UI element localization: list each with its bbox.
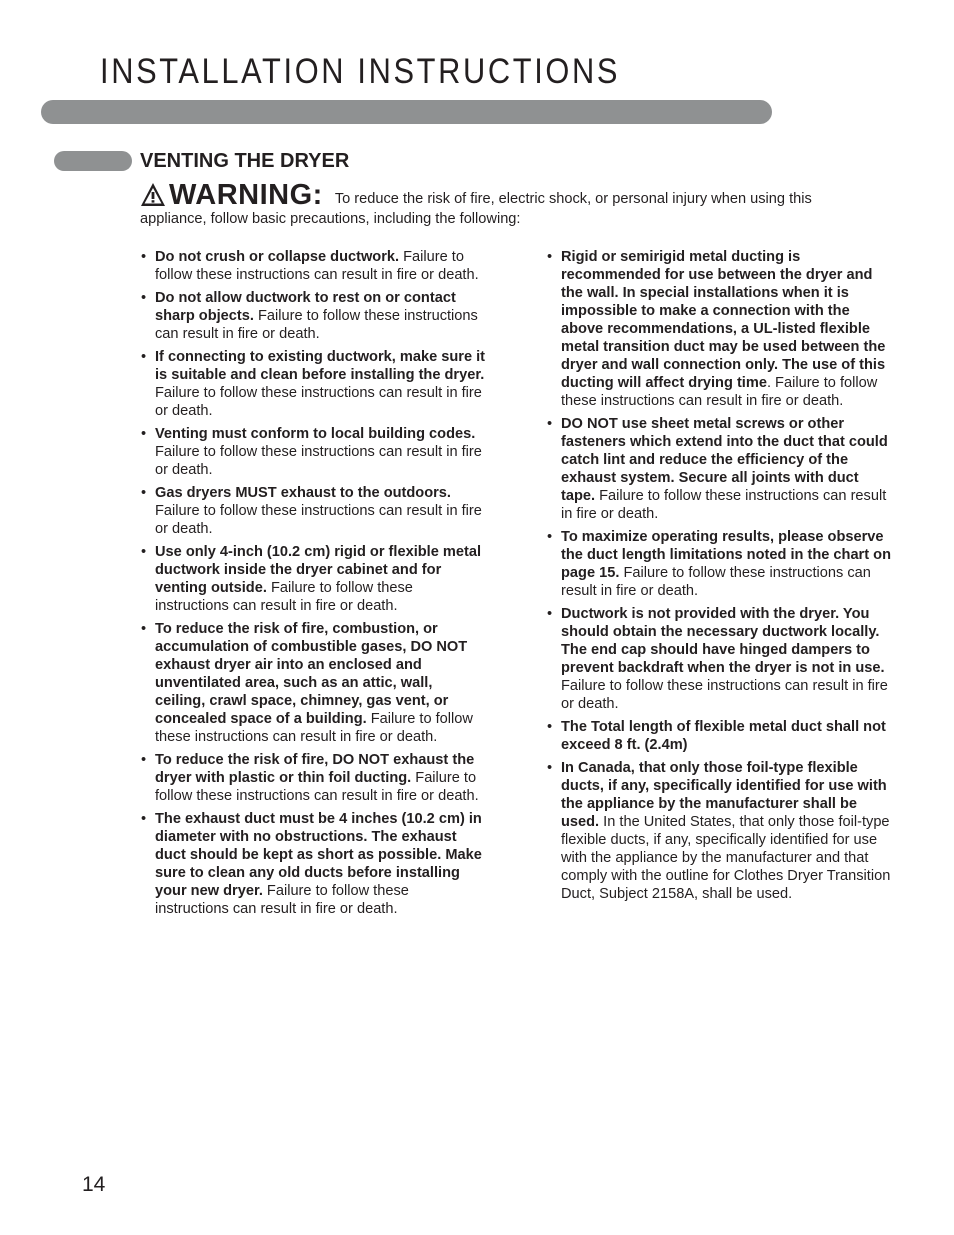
- precaution-normal-text: Failure to follow these instructions can result in fire or death.: [561, 565, 871, 599]
- precaution-bold-text: Venting must conform to local building codes.: [155, 426, 476, 442]
- precaution-normal-text: Failure to follow these instructions can result in fire or death.: [155, 883, 409, 917]
- precaution-normal-text: Failure to follow these instructions can result in fire or death.: [155, 385, 482, 419]
- precaution-item: [141, 620, 486, 746]
- bullet-icon: •: [141, 544, 147, 560]
- bullet-icon: •: [547, 416, 553, 432]
- precaution-item: [141, 751, 486, 805]
- precaution-bold-text: To reduce the risk of fire, combustion, or accumulation of combustible gases, DO NOT exhaust dryer air into an enclosed and unventilated area, such as an attic, wall, ceiling, crawl space, chimney, gas vent, or concealed space of a building.: [155, 621, 468, 727]
- precaution-item: [141, 543, 486, 615]
- precaution-item: [547, 528, 892, 600]
- precaution-normal-text: Failure to follow these instructions can result in fire or death.: [155, 249, 479, 283]
- warning-triangle-icon: [140, 182, 166, 208]
- bullet-icon: •: [547, 529, 553, 545]
- right-precaution-list: [547, 248, 892, 903]
- precaution-item: [141, 348, 486, 420]
- bullet-icon: •: [547, 760, 553, 776]
- precaution-bold-text: Ductwork is not provided with the dryer. You should obtain the necessary ductwork locally. The end cap should have hinged dampers to prevent backdraft when the dryer is not in use.: [561, 606, 885, 676]
- precaution-item: [547, 759, 892, 903]
- page-title: INSTALLATION INSTRUCTIONS: [100, 52, 621, 91]
- bullet-icon: •: [141, 811, 147, 827]
- precaution-item: [141, 484, 486, 538]
- warning-text-line2: appliance, follow basic precautions, including the following:: [140, 211, 521, 227]
- precaution-bold-text: Use only 4-inch (10.2 cm) rigid or flexible metal ductwork inside the dryer cabinet and for venting outside.: [155, 544, 482, 596]
- precaution-normal-text: Failure to follow these instructions can result in fire or death.: [155, 308, 478, 342]
- precaution-bold-text: To maximize operating results, please observe the duct length limitations noted in the chart on page 15.: [561, 529, 891, 581]
- header-bar: [41, 100, 772, 124]
- warning-text-line1: To reduce the risk of fire, electric shock, or personal injury when using this: [334, 191, 812, 207]
- precaution-item: [547, 605, 892, 713]
- precaution-bold-text: Rigid or semirigid metal ducting is recommended for use between the dryer and the wall. In special installations when it is impossible to make a connection with the above recommendations, a UL-listed flexible metal transition duct may be used between the dryer and wall connection only. The use of this ducting will affect drying time: [561, 249, 886, 391]
- precaution-bold-text: To reduce the risk of fire, DO NOT exhaust the dryer with plastic or thin foil ducting.: [155, 752, 475, 786]
- section-title: VENTING THE DRYER: [140, 150, 350, 172]
- precaution-bold-text: If connecting to existing ductwork, make sure it is suitable and clean before installing the dryer.: [155, 349, 486, 383]
- bullet-icon: •: [141, 621, 147, 637]
- precaution-item: [141, 289, 486, 343]
- bullet-icon: •: [141, 752, 147, 768]
- precaution-bold-text: The exhaust duct must be 4 inches (10.2 cm) in diameter with no obstructions. The exhaust duct should be kept as short as possible. Make sure to clean any old ducts before installing your new dryer.: [155, 811, 482, 899]
- precaution-item: [547, 415, 892, 523]
- bullet-icon: •: [141, 290, 147, 306]
- precaution-normal-text: Failure to follow these instructions can result in fire or death.: [561, 488, 887, 522]
- warning-label: WARNING:: [169, 179, 323, 211]
- precaution-bold-text: Gas dryers MUST exhaust to the outdoors.: [155, 485, 451, 501]
- precaution-normal-text: Failure to follow these instructions can result in fire or death.: [155, 580, 413, 614]
- bullet-icon: •: [141, 485, 147, 501]
- precaution-normal-text: Failure to follow these instructions can result in fire or death.: [561, 678, 888, 712]
- precaution-item: [547, 718, 892, 754]
- precaution-normal-text: Failure to follow these instructions can result in fire or death.: [155, 444, 482, 478]
- bullet-icon: •: [141, 349, 147, 365]
- left-precaution-list: [141, 248, 486, 918]
- right-column: [547, 248, 892, 908]
- bullet-icon: •: [547, 606, 553, 622]
- precaution-bold-text: In Canada, that only those foil-type flexible ducts, if any, specifically identified for use with the appliance by the manufacturer shall be used.: [561, 760, 887, 830]
- warning-row: [140, 180, 880, 210]
- precaution-item: [141, 248, 486, 284]
- warning-block: [140, 180, 880, 228]
- precaution-normal-text: Failure to follow these instructions can result in fire or death.: [155, 711, 473, 745]
- precaution-bold-text: The Total length of flexible metal duct shall not exceed 8 ft. (2.4m): [561, 719, 886, 753]
- precaution-normal-text: Failure to follow these instructions can result in fire or death.: [155, 770, 479, 804]
- bullet-icon: •: [547, 249, 553, 265]
- precaution-item: [141, 810, 486, 918]
- precaution-normal-text: Failure to follow these instructions can result in fire or death.: [155, 503, 482, 537]
- bullet-icon: •: [141, 426, 147, 442]
- section-pill: [54, 151, 132, 171]
- precaution-normal-text: . Failure to follow these instructions can result in fire or death.: [561, 375, 878, 409]
- bullet-icon: •: [547, 719, 553, 735]
- bullet-icon: •: [141, 249, 147, 265]
- precaution-normal-text: In the United States, that only those foil-type flexible ducts, if any, specifically identified for use with the appliance by the manufacturer and that comply with the outline for Clothes Dryer Transition Duct, Subject 2158A, shall be used.: [561, 814, 891, 902]
- precaution-bold-text: Do not crush or collapse ductwork.: [155, 249, 400, 265]
- page-number: 14: [82, 1173, 106, 1196]
- precaution-bold-text: Do not allow ductwork to rest on or contact sharp objects.: [155, 290, 456, 324]
- precaution-item: [141, 425, 486, 479]
- precaution-item: [547, 248, 892, 410]
- left-column: [141, 248, 486, 923]
- precaution-bold-text: DO NOT use sheet metal screws or other fasteners which extend into the duct that could catch lint and reduce the efficiency of the exhaust system. Secure all joints with duct tape.: [561, 416, 888, 504]
